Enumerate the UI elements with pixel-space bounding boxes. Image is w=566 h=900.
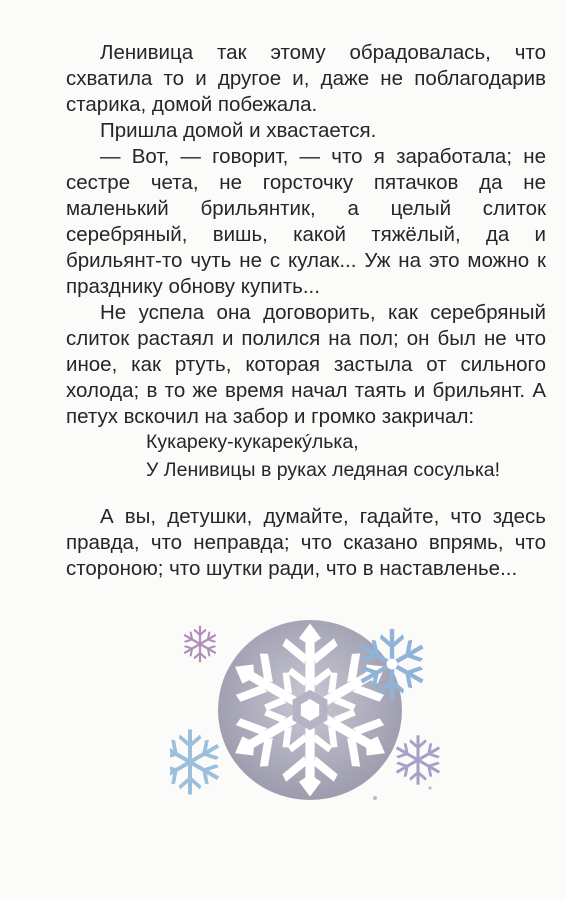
verse-line: У Ленивицы в руках ледяная сосулька! [146,459,501,481]
story-ending [66,504,546,582]
paragraph: — Вот, — говорит, — что я заработала; не сестре чета, не горсточку пятачков да не маленький брильянтик, а целый слиток серебряный, вишь, какой тяжёлый, да и брильянт-то чуть не с кулак... Уж на это можно к празднику обнову купить... [66,145,546,298]
paragraph: Пришла домой и хвастается. [100,119,377,142]
paragraph: Не успела она договорить, как серебряный слиток растаял и полился на пол; он был не что иное, как ртуть, которая застыла от сильного холода; в то же время начал таять и брильянт. А петух вскочил на забор и громко закричал: [66,301,546,428]
small-snowflake [170,730,224,795]
story-text [66,40,546,430]
small-snowflake [181,626,219,662]
paragraph: Ленивица так этому обрадовалась, что схватила то и другое и, даже не поблагодарив старика, домой побежала. [66,41,546,116]
sparkle-dot [373,796,377,800]
small-snowflake [392,735,443,784]
ending-paragraph: А вы, детушки, думайте, гадайте, что здесь правда, что неправда; что сказано впрямь, что стороною; что шутки ради, что в наставленье... [66,505,546,580]
sparkle-dot [428,786,431,789]
snowflake-icon [170,612,460,812]
verse-line: Кукареку-кукарекýлька, [146,431,359,453]
rooster-verse [146,428,500,484]
